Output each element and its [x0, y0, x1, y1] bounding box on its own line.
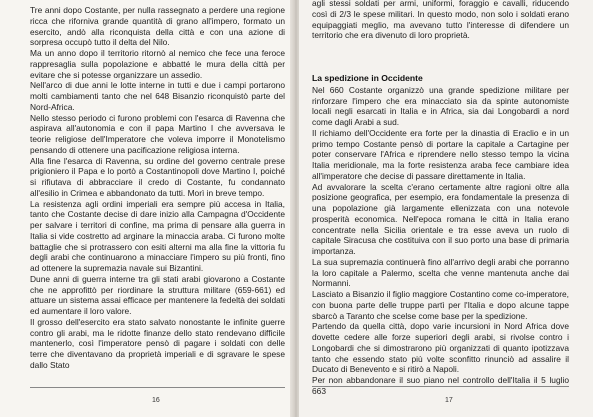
right-page	[299, 0, 593, 417]
paragraph: Ad avvalorare la scelta c'erano certamente altre ragioni oltre alla posizione geografica, per esempio, era fondamentale la presenza di una popolazione già largamente ellenizzata con una notevole prosperità economica. Nell'epoca romana le città in Italia erano concentrate nella Sicilia orientale e tra esse aveva un ruolo di capitale Siracusa che costituiva con il suo porto una base di primaria importanza.	[312, 181, 569, 256]
paragraph: Nell'arco di due anni le lotte interne in tutti e due i campi portarono molti cambiamenti tanto che nel 648 Bisanzio riconquistò parte del Nord-Africa.	[30, 80, 285, 112]
paragraph: Per non abbandonare il suo piano nel controllo dell'Italia il 5 luglio 663	[312, 375, 569, 396]
paragraph: Nello stesso periodo ci furono problemi con l'esarca di Ravenna che aspirava all'autonomia e con il papa Martino I che avversava le teorie religiose dell'Imperatore che voleva imporre il Monotelismo pensando di ottenere una pacificazione religiosa interna.	[30, 112, 285, 155]
paragraph: Alla fine l'esarca di Ravenna, su ordine del governo centrale prese prigioniero il Papa e lo portò a Costantinopoli dove Martino I, poiché si rifiutava di abbracciare il credo di Costante, fu condannato all'esilio in Crimea e abbandonato da tutti. Morì in breve tempo.	[30, 155, 285, 198]
left-page	[0, 0, 293, 417]
paragraph: agli stessi soldati per armi, uniformi, foraggio e cavalli, riducendo così di 2/3 le spese militari. In questo modo, non solo i soldati erano equipaggiati meglio, ma avevano tutto l'interesse di difendere un territorio che era divenuto di loro proprietà.	[312, 0, 569, 41]
left-page-text	[30, 5, 285, 371]
paragraph: La resistenza agli ordini imperiali era sempre più accesa in Italia, tanto che Costante decise di dare inizio alla Campagna d'Occidente per salvare i territori di confine, ma prima di pensare alla guerra in Italia si vide costretto ad arginare la minaccia araba. Ci furono molte battaglie che si protrassero con esiti alterni ma alla fine la vittoria fu degli arabi che continuarono a minacciare l'impero su più fronti, fino ad ottenere la supremazia navale sui Bizantini.	[30, 198, 285, 273]
footer-rule	[312, 386, 569, 387]
paragraph: Tre anni dopo Costante, per nulla rassegnato a perdere una regione ricca che riforniva grande quantità di grano all'impero, formato un esercito, andò alla riconquista della città e con una azione di sorpresa occupò tutto il delta del Nilo.	[30, 5, 285, 48]
page-number: 16	[152, 397, 160, 404]
right-page-text	[312, 0, 569, 397]
paragraph: Il grosso dell'esercito era stato salvato nonostante le infinite guerre contro gli arabi, ma le ridotte finanze dello stato rendevano difficile mantenerlo, così l'imperatore pensò di pagare i soldati con delle terre che diventavano da proprietà imperiali e di sgravare le spese dallo Stato	[30, 316, 285, 370]
paragraph: Partendo da quella città, dopo varie incursioni in Nord Africa dove dovette cedere alle forze superiori degli arabi, si rivolse contro i Longobardi che si dimostrarono più organizzati di quanto ipotizzava tanto che essendo stato più volte sconfitto rinunciò ad assalire il Ducato di Benevento e si ritirò a Napoli.	[312, 321, 569, 375]
paragraph: Il richiamo dell'Occidente era forte per la dinastia di Eraclio e in un primo tempo Costante pensò di portare la capitale a Cartagine per poter conservare l'Africa e riprendere nello stesso tempo la vicina Italia meridionale, ma la forte resistenza araba fece cambiare idea all'imperatore che decise di passare direttamente in Italia.	[312, 127, 569, 181]
paragraph: Nel 660 Costante organizzò una grande spedizione militare per rinforzare l'impero che era minacciato sia da spinte autonomiste locali negli esarcati in Italia e in Africa, sia dai Longobardi a nord come dagli Arabi a sud.	[312, 84, 569, 127]
page-number: 17	[445, 397, 453, 404]
paragraph: Ma un anno dopo il territorio ritornò al nemico che fece una feroce rappresaglia sulla popolazione e abbatté le mura della città per evitare che si potesse organizzare un assedio.	[30, 48, 285, 80]
section-title: La spedizione in Occidente	[312, 73, 423, 83]
paragraph: Lasciato a Bisanzio il figlio maggiore Costantino come co-imperatore, con buona parte delle truppe partì per l'Italia e dopo alcune tappe sbarcò a Taranto che scelse come base per la spedizione.	[312, 289, 569, 321]
footer-rule	[30, 387, 285, 388]
paragraph: La sua supremazia continuerà fino all'arrivo degli arabi che porranno la loro capitale a Palermo, scelta che venne mantenuta anche dai Normanni.	[312, 256, 569, 289]
paragraph: Dune anni di guerra interne tra gli stati arabi giovarono a Costante che ne approfittò per riordinare la struttura militare (659-661) ed attuare un sistema assai efficace per mantenere la fedeltà dei soldati ed aumentare il loro valore.	[30, 273, 285, 316]
